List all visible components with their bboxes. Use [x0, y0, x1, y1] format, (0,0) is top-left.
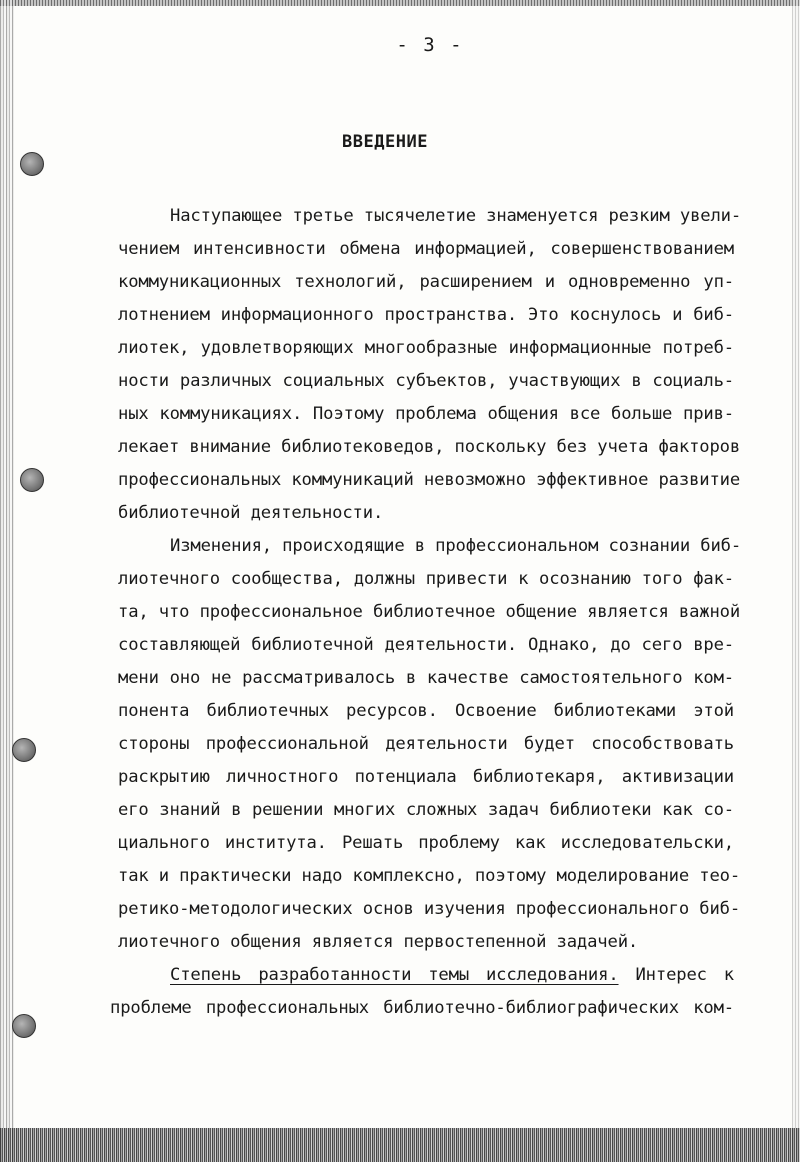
paragraph-line: раскрытию личностного потенциала библиотекаря, активизации	[118, 767, 734, 787]
paragraph-line: ных коммуникациях. Поэтому проблема общения все больше прив-	[118, 404, 734, 424]
scan-artifact-left	[0, 0, 14, 1162]
paragraph-line: так и практически надо комплексно, поэтому моделирование тео-	[118, 866, 741, 886]
paragraph-line: лиотечного сообщества, должны привести к осознанию того фак-	[118, 569, 734, 589]
paragraph-line: стороны профессиональной деятельности будет способствовать	[118, 734, 734, 754]
scan-artifact-bottom	[0, 1128, 800, 1162]
binder-hole-icon	[12, 738, 36, 762]
paragraph-line: та, что профессиональное библиотечное общение является важной	[118, 602, 741, 622]
paragraph-line: составляющей библиотечной деятельности. Однако, до сего вре-	[118, 635, 734, 655]
paragraph-line: его знаний в решении многих сложных задач библиотеки как со-	[118, 800, 734, 820]
paragraph-line: ности различных социальных субъектов, участвующих в социаль-	[118, 371, 734, 391]
paragraph-line: проблеме профессиональных библиотечно-библиографических ком-	[110, 998, 734, 1018]
scan-artifact-right	[792, 0, 800, 1162]
binder-hole-icon	[12, 1014, 36, 1038]
paragraph-line: Изменения, происходящие в профессиональном сознании биб-	[170, 536, 742, 556]
section-title: ВВЕДЕНИЕ	[342, 132, 428, 152]
paragraph-line: мени оно не рассматривалось в качестве самостоятельного ком-	[118, 668, 734, 688]
paragraph-line: лиотек, удовлетворяющих многообразные информационные потреб-	[118, 338, 734, 358]
body-text	[110, 200, 742, 1025]
paragraph-line: Наступающее третье тысячелетие знаменуется резким увели-	[170, 206, 742, 226]
paragraph-line: профессиональных коммуникаций невозможно эффективное развитие	[118, 470, 741, 490]
paragraph-line: лекает внимание библиотековедов, поскольку без учета факторов	[118, 437, 741, 457]
paragraph-line: библиотечной деятельности.	[118, 503, 384, 523]
paragraph-line: лотнением информационного пространства. Это коснулось и биб-	[118, 305, 734, 325]
paragraph-line: понента библиотечных ресурсов. Освоение библиотеками этой	[118, 701, 734, 721]
binder-hole-icon	[20, 468, 44, 492]
page-number: - 3 -	[396, 34, 464, 56]
paragraph-line	[118, 959, 734, 992]
paragraph-line: ретико-методологических основ изучения профессионального биб-	[118, 899, 741, 919]
paragraph-line: лиотечного общения является первостепенной задачей.	[118, 932, 639, 952]
paragraph-text: Интерес к	[635, 965, 735, 985]
section-subheading: Степень разработанности темы исследования.	[170, 965, 619, 985]
scan-artifact-top	[0, 0, 800, 6]
paragraph-line: циального института. Решать проблему как исследовательски,	[118, 833, 734, 853]
binder-hole-icon	[20, 152, 44, 176]
paragraph-line: коммуникационных технологий, расширением и одновременно уп-	[118, 272, 734, 292]
paragraph-line: чением интенсивности обмена информацией, совершенствованием	[118, 239, 734, 259]
